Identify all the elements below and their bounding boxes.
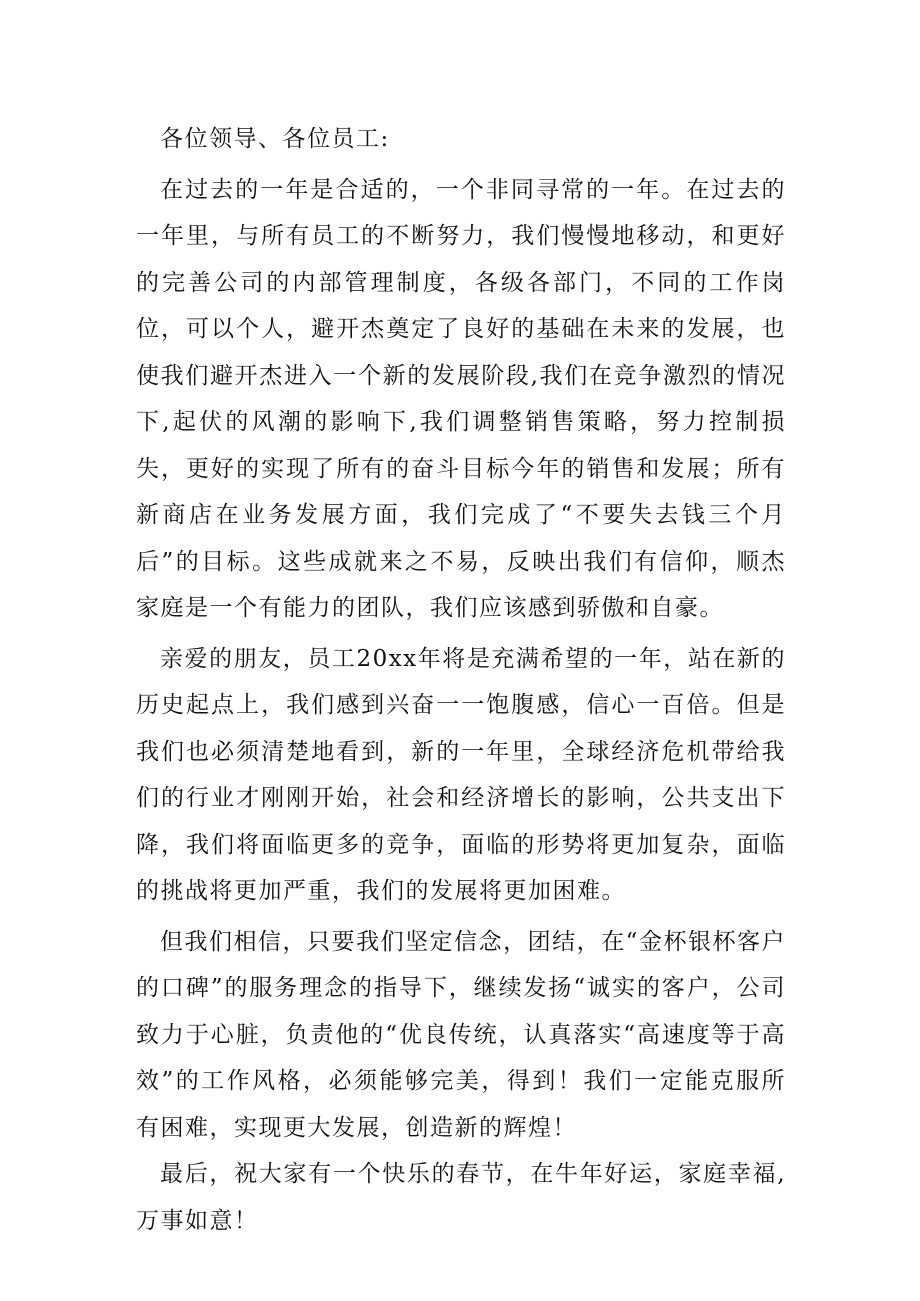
paragraph-commitment: 但我们相信，只要我们坚定信念，团结，在“金杯银杯客户的口碑”的服务理念的指导下，继续发扬“诚实的客户，公司致力于心脏，负责他的“优良传统，认真落实“高速度等于高效”的工作风格，必须能够完美，得到！我们一定能克服所有困难，实现更大发展，创造新的辉煌！ xyxy=(136,928,786,1141)
greeting-line: 各位领导、各位员工: xyxy=(160,126,390,152)
paragraph-review: 在过去的一年是合适的，一个非同寻常的一年。在过去的一年里，与所有员工的不断努力，我们慢慢地移动，和更好的完善公司的内部管理制度，各级各部门，不同的工作岗位，可以个人，避开杰奠定了良好的基础在未来的发展，也使我们避开杰进入一个新的发展阶段,我们在竞争激烈的情况下,起伏的风潮的影响下,我们调整销售策略，努力控制损失，更好的实现了所有的奋斗目标今年的销售和发展；所有新商店在业务发展方面，我们完成了“不要失去钱三个月后”的目标。这些成就来之不易，反映出我们有信仰，顺杰家庭是一个有能力的团队，我们应该感到骄傲和自豪。 xyxy=(136,176,786,621)
paragraph-outlook: 亲爱的朋友，员工20xx年将是充满希望的一年，站在新的历史起点上，我们感到兴奋一一饱腹感，信心一百倍。但是我们也必须清楚地看到，新的一年里，全球经济危机带给我们的行业才刚刚开始，社会和经济增长的影响，公共支出下降，我们将面临更多的竞争，面临的形势将更加复杂，面临的挑战将更加严重，我们的发展将更加困难。 xyxy=(136,645,786,904)
paragraph-closing-wishes: 最后，祝大家有一个快乐的春节，在牛年好运，家庭幸福,万事如意！ xyxy=(136,1161,786,1234)
speech-document xyxy=(136,116,786,1244)
